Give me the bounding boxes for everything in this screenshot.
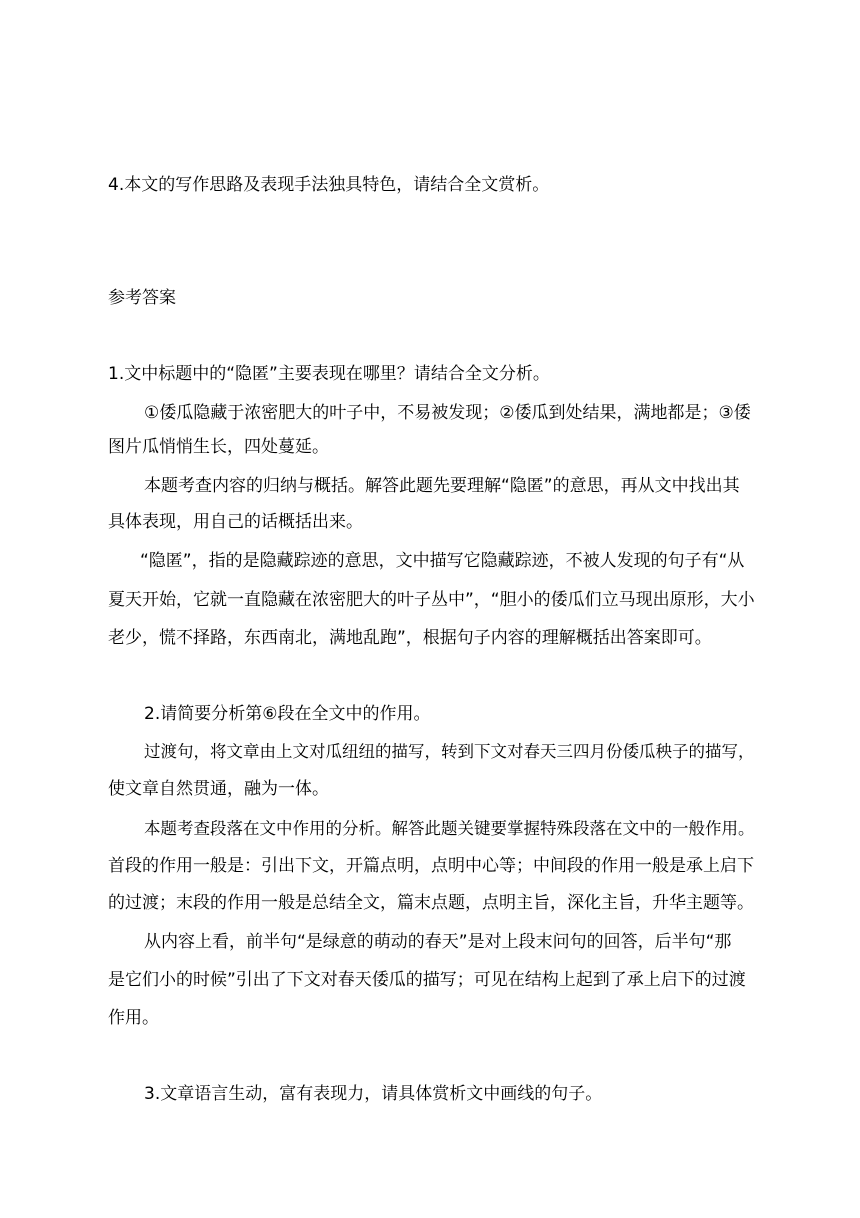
q2-detail-line: 是它们小的时候”引出了下文对春天倭瓜的描写；可见在结构上起到了承上启下的过渡 (108, 970, 746, 990)
q1-detail-line: “隐匿”，指的是隐藏踪迹的意思，文中描写它隐藏踪迹，不被人发现的句子有“从 (140, 551, 745, 571)
q1-analysis-line: 本题考查内容的归纳与概括。解答此题先要理解“隐匿”的意思，再从文中找出其 (144, 476, 740, 496)
q2-answer-line: 使文章自然贯通，融为一体。 (108, 779, 329, 799)
q1-answer-line: 图片瓜悄悄生长，四处蔓延。 (108, 437, 329, 457)
q1-answer-line: ①倭瓜隐藏于浓密肥大的叶子中，不易被发现；②倭瓜到处结果，满地都是；③倭 (144, 403, 751, 423)
q1-detail-line: 夏天开始，它就一直隐藏在浓密肥大的叶子丛中”，“胆小的倭瓜们立马现出原形，大小 (108, 590, 755, 610)
question-4: 4.本文的写作思路及表现手法独具特色，请结合全文赏析。 (108, 175, 550, 195)
q2-title: 2.请简要分析第⑥段在全文中的作用。 (144, 704, 431, 724)
q2-analysis-line: 的过渡；末段的作用一般是总结全文，篇末点题，点明主旨，深化主旨，升华主题等。 (108, 893, 754, 913)
q2-detail-line: 作用。 (108, 1008, 159, 1028)
q2-analysis-line: 本题考查段落在文中作用的分析。解答此题关键要掌握特殊段落在文中的一般作用。 (144, 819, 755, 838)
q1-analysis-line: 具体表现，用自己的话概括出来。 (108, 512, 363, 532)
q2-analysis-line: 首段的作用一般是：引出下文，开篇点明，点明中心等；中间段的作用一般是承上启下 (108, 856, 754, 876)
q1-title: 1.文中标题中的“隐匿”主要表现在哪里？请结合全文分析。 (108, 364, 550, 384)
q3-title: 3.文章语言生动，富有表现力，请具体赏析文中画线的句子。 (144, 1084, 603, 1104)
q1-detail-line: 老少，慌不择路，东西南北，满地乱跑”，根据句子内容的理解概括出答案即可。 (108, 628, 712, 648)
q2-answer-line: 过渡句，将文章由上文对瓜纽纽的描写，转到下文对春天三四月份倭瓜秧子的描写， (144, 742, 755, 761)
answer-heading: 参考答案 (108, 288, 176, 308)
q2-detail-line: 从内容上看，前半句“是绿意的萌动的春天”是对上段末问句的回答，后半句“那 (144, 932, 732, 952)
